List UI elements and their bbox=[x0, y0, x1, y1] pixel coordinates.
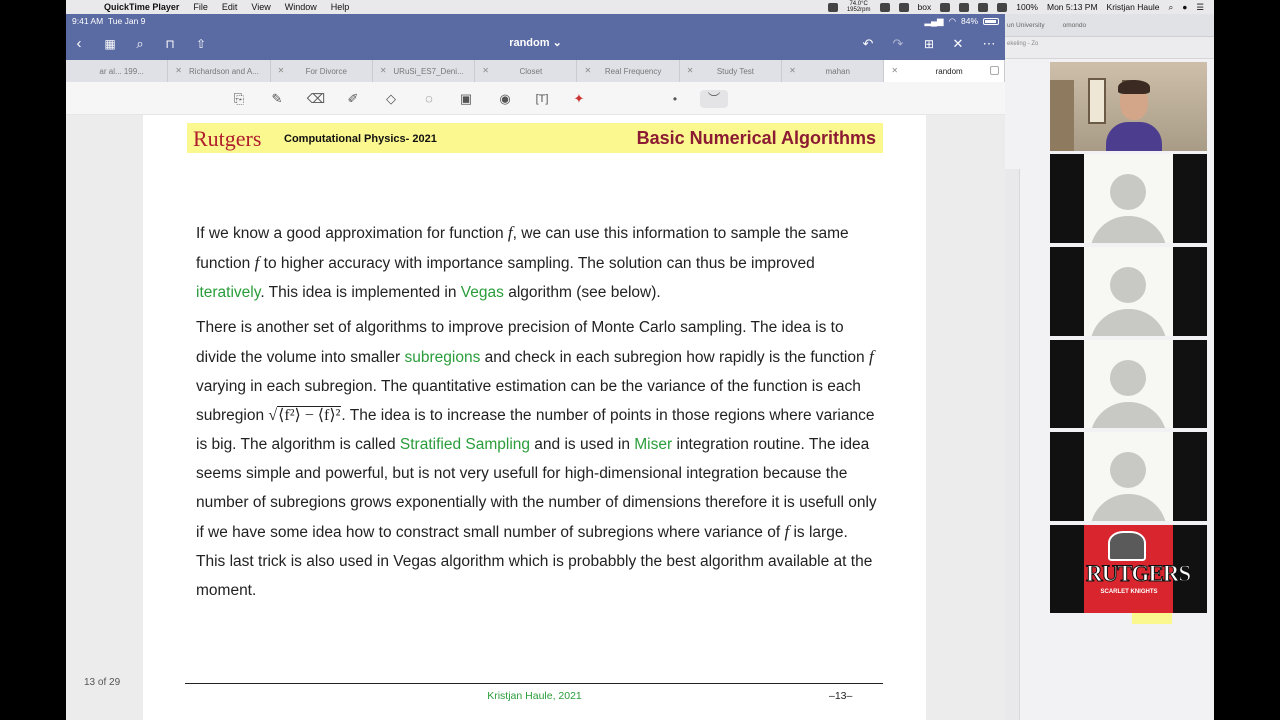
annotation-toolbar bbox=[66, 82, 1005, 115]
record-icon[interactable] bbox=[899, 3, 909, 12]
math-f: f bbox=[254, 253, 260, 272]
tab-label: mahan bbox=[825, 66, 850, 76]
spotlight-icon[interactable]: ⌕ bbox=[1168, 1, 1174, 12]
undo-icon[interactable]: ↶ bbox=[862, 36, 874, 51]
text-run: algorithm (see below). bbox=[503, 284, 661, 301]
dropbox-icon[interactable] bbox=[828, 3, 838, 12]
math-f: f bbox=[507, 223, 513, 242]
math-f: f bbox=[868, 347, 874, 366]
document-canvas[interactable] bbox=[66, 115, 1005, 720]
menu-extras bbox=[828, 1, 1214, 13]
sqrt-sign: √ bbox=[268, 407, 278, 424]
stroke-width-selector[interactable]: ︶ bbox=[700, 90, 728, 108]
speaker-hair bbox=[1118, 80, 1150, 94]
flag-icon[interactable] bbox=[997, 3, 1007, 12]
tab-1[interactable] bbox=[66, 60, 168, 82]
camera-icon[interactable]: ◉ bbox=[499, 91, 511, 106]
bookmark-icon[interactable]: ⊓ bbox=[165, 37, 175, 51]
redo-icon[interactable]: ↷ bbox=[892, 36, 904, 51]
tab-label: Real Frequency bbox=[604, 66, 662, 76]
app-nav-bar bbox=[66, 28, 1005, 60]
tab-label: Closet bbox=[519, 66, 543, 76]
ipad-screen bbox=[66, 14, 1005, 720]
close-tab-icon[interactable]: ✕ bbox=[891, 66, 899, 75]
page-counter: 13 of 29 bbox=[84, 677, 121, 688]
tab-7[interactable] bbox=[680, 60, 782, 82]
ipad-status-bar bbox=[66, 14, 1005, 28]
status-date: Tue Jan 9 bbox=[107, 16, 146, 26]
footer-author: Kristjan Haule, 2021 bbox=[487, 690, 582, 702]
search-icon[interactable]: ⌕ bbox=[136, 36, 144, 51]
avatar bbox=[1084, 247, 1173, 336]
text-run: is large. This last trick is also used in Vegas algorithm which is probabbly the best algorithm available at the moment. bbox=[196, 524, 873, 599]
slide-header bbox=[187, 123, 883, 153]
course-title: Computational Physics- 2021 bbox=[284, 133, 437, 145]
text-run: and check in each subregion how rapidly is the function bbox=[480, 349, 869, 366]
tab-label: Richardson and A... bbox=[189, 66, 259, 76]
share-icon[interactable]: ⇧ bbox=[195, 37, 207, 51]
bluetooth-icon[interactable] bbox=[959, 3, 969, 12]
text-run: and is used in bbox=[530, 436, 635, 453]
avatar-head-icon bbox=[1110, 452, 1146, 488]
tab-label: Study Test bbox=[716, 66, 755, 76]
image-icon[interactable]: ▣ bbox=[459, 91, 473, 106]
laser-pointer-icon[interactable]: ✦ bbox=[573, 91, 585, 106]
video-tile-participant[interactable] bbox=[1050, 340, 1207, 428]
background-side-panel bbox=[1005, 169, 1020, 720]
video-tile-participant[interactable] bbox=[1050, 154, 1207, 243]
video-tile-participant[interactable] bbox=[1050, 247, 1207, 336]
battery-icon bbox=[983, 18, 999, 25]
avatar-body-icon bbox=[1090, 216, 1167, 243]
text-icon[interactable]: [T] bbox=[535, 93, 549, 105]
eraser-icon[interactable]: ⌫ bbox=[306, 91, 326, 106]
formula-body: ⟨f²⟩ − ⟨f⟩² bbox=[278, 407, 341, 424]
shapes-icon[interactable]: ◇ bbox=[386, 91, 396, 106]
wall-picture bbox=[1088, 78, 1106, 124]
menu-edit[interactable]: Edit bbox=[221, 2, 238, 12]
close-tab-icon[interactable]: ✕ bbox=[686, 66, 694, 75]
back-icon[interactable]: ‹ bbox=[76, 35, 82, 52]
slide-topic: Basic Numerical Algorithms bbox=[636, 128, 876, 148]
speaker-shirt bbox=[1106, 122, 1162, 151]
tab-active[interactable] bbox=[884, 60, 1005, 82]
link-vegas[interactable]: Vegas bbox=[460, 284, 504, 301]
link-iteratively[interactable]: iteratively bbox=[196, 284, 261, 301]
menu-help[interactable]: Help bbox=[330, 2, 350, 12]
status-time: 9:41 AM bbox=[72, 16, 104, 26]
tab-8[interactable] bbox=[782, 60, 884, 82]
menu-user[interactable]: Kristjan Haule bbox=[1106, 2, 1160, 12]
tab-label: ar al... 199... bbox=[99, 66, 144, 76]
footer-page-number: –13– bbox=[829, 690, 853, 702]
battery-status-percent: 84% bbox=[960, 16, 978, 26]
video-tile-speaker[interactable] bbox=[1050, 62, 1207, 151]
text-run: . This idea is implemented in bbox=[260, 284, 461, 301]
wifi-status-icon: ◠ bbox=[948, 15, 956, 26]
video-tile-participant[interactable] bbox=[1050, 432, 1207, 521]
tab-2[interactable] bbox=[168, 60, 270, 82]
scarlet-knights-subtitle: SCARLET KNIGHTS bbox=[1100, 589, 1158, 595]
link-stratified-sampling[interactable]: Stratified Sampling bbox=[399, 436, 530, 453]
background-url-bar[interactable]: ekeling - Zo bbox=[1005, 37, 1214, 59]
tab-overview-icon[interactable] bbox=[990, 66, 999, 75]
close-tab-icon[interactable]: ✕ bbox=[789, 66, 796, 75]
background-tab[interactable]: un University bbox=[1007, 21, 1045, 29]
avatar-body-icon bbox=[1090, 494, 1167, 521]
video-tile-logo[interactable] bbox=[1050, 525, 1207, 613]
battery-percent[interactable]: 100% bbox=[1016, 2, 1038, 12]
avatar-head-icon bbox=[1110, 360, 1146, 396]
tab-4[interactable] bbox=[373, 60, 475, 82]
highlighter-icon[interactable]: ✐ bbox=[347, 91, 359, 106]
tab-label: URuSi_ES7_Deni... bbox=[393, 66, 464, 76]
app-menu[interactable]: QuickTime Player bbox=[104, 2, 180, 12]
box-menu[interactable]: box bbox=[917, 2, 932, 12]
tab-3[interactable] bbox=[271, 60, 373, 82]
tab-5[interactable] bbox=[475, 60, 577, 82]
avatar-head-icon bbox=[1110, 267, 1146, 303]
close-tab-icon[interactable]: ✕ bbox=[175, 66, 182, 75]
close-tab-icon[interactable]: ✕ bbox=[584, 66, 592, 75]
close-icon[interactable]: ✕ bbox=[952, 36, 964, 51]
footer-rule bbox=[185, 683, 883, 684]
tab-label: random bbox=[935, 66, 963, 76]
text-run: There is another set of algorithms to improve precision of Monte Carlo sampling. The idea is to divide the volume into smaller bbox=[196, 319, 844, 366]
link-subregions[interactable]: subregions bbox=[404, 349, 481, 366]
temperature-readout[interactable]: 74.0°C 1952rpm bbox=[846, 1, 871, 13]
menu-clock[interactable]: Mon 5:13 PM bbox=[1046, 2, 1098, 12]
avatar bbox=[1084, 432, 1173, 521]
more-icon[interactable]: ⋯ bbox=[982, 36, 996, 51]
background-tabs bbox=[1005, 14, 1214, 37]
text-run: . The idea is to increase the number of points in those regions where variance is big. The algorithm is called bbox=[196, 407, 875, 453]
text-run: integration routine. The idea seems simple and powerful, but is not very usefull for high-dimensional integration because the number of subregions grows exponentially with the number of dimensions therefore it is usefull only if we have some idea how to constract small number of subregions where variance of bbox=[196, 436, 877, 541]
grid-icon[interactable]: ▦ bbox=[104, 37, 116, 51]
menu-window[interactable]: Window bbox=[284, 2, 317, 12]
text-run: varying in each subregion. The quantitative estimation can be the variance of the function is each subregion bbox=[196, 378, 861, 424]
text-run: If we know a good approximation for function bbox=[196, 225, 508, 242]
link-miser[interactable]: Miser bbox=[634, 436, 673, 453]
avatar-body-icon bbox=[1090, 309, 1167, 336]
close-tab-icon[interactable]: ✕ bbox=[277, 66, 285, 75]
tab-6[interactable] bbox=[577, 60, 679, 82]
paragraph-importance-sampling bbox=[196, 218, 881, 307]
reader-icon[interactable]: ⎘ bbox=[233, 91, 245, 106]
siri-icon[interactable]: ● bbox=[1182, 2, 1188, 12]
document-tab-bar bbox=[66, 60, 1005, 82]
signal-icon: ▂▄▆ bbox=[924, 15, 944, 26]
avatar-body-icon bbox=[1090, 402, 1167, 428]
lasso-icon[interactable]: ◌ bbox=[425, 91, 433, 106]
background-tab[interactable]: omondo bbox=[1062, 21, 1087, 29]
knight-icon bbox=[1108, 531, 1146, 561]
menu-view[interactable]: View bbox=[251, 2, 271, 12]
status-right bbox=[924, 16, 999, 27]
tab-label: For Divorce bbox=[305, 66, 347, 76]
document-title[interactable]: random ⌄ bbox=[509, 37, 562, 49]
variance-formula bbox=[268, 407, 341, 424]
scarlet-knights-logo: RUTGERS bbox=[1086, 561, 1191, 586]
slide-page[interactable] bbox=[143, 115, 926, 720]
avatar bbox=[1084, 154, 1173, 243]
cabinet bbox=[1050, 80, 1074, 151]
paragraph-stratified-sampling bbox=[196, 313, 881, 605]
close-tab-icon[interactable]: ✕ bbox=[482, 66, 489, 75]
rutgers-logo: Rutgers bbox=[193, 126, 262, 151]
text-run: to higher accuracy with importance sampling. The solution can thus be improved bbox=[259, 255, 815, 272]
menu-file[interactable]: File bbox=[193, 2, 208, 12]
add-page-icon[interactable]: ⊞ bbox=[923, 37, 935, 51]
avatar-head-icon bbox=[1110, 174, 1146, 210]
color-dot[interactable]: • bbox=[672, 92, 678, 106]
clock-icon[interactable] bbox=[940, 3, 950, 12]
avatar bbox=[1084, 340, 1173, 428]
close-tab-icon[interactable]: ✕ bbox=[379, 66, 387, 75]
pen-icon[interactable]: ✎ bbox=[271, 91, 283, 106]
text-run: , we can use this information to sample the same function bbox=[196, 225, 849, 272]
notification-center-icon[interactable]: ☰ bbox=[1196, 1, 1204, 12]
sync-icon[interactable] bbox=[880, 3, 890, 12]
mac-menu-bar bbox=[66, 0, 1214, 14]
wifi-icon[interactable] bbox=[978, 3, 988, 12]
math-f: f bbox=[784, 522, 790, 541]
